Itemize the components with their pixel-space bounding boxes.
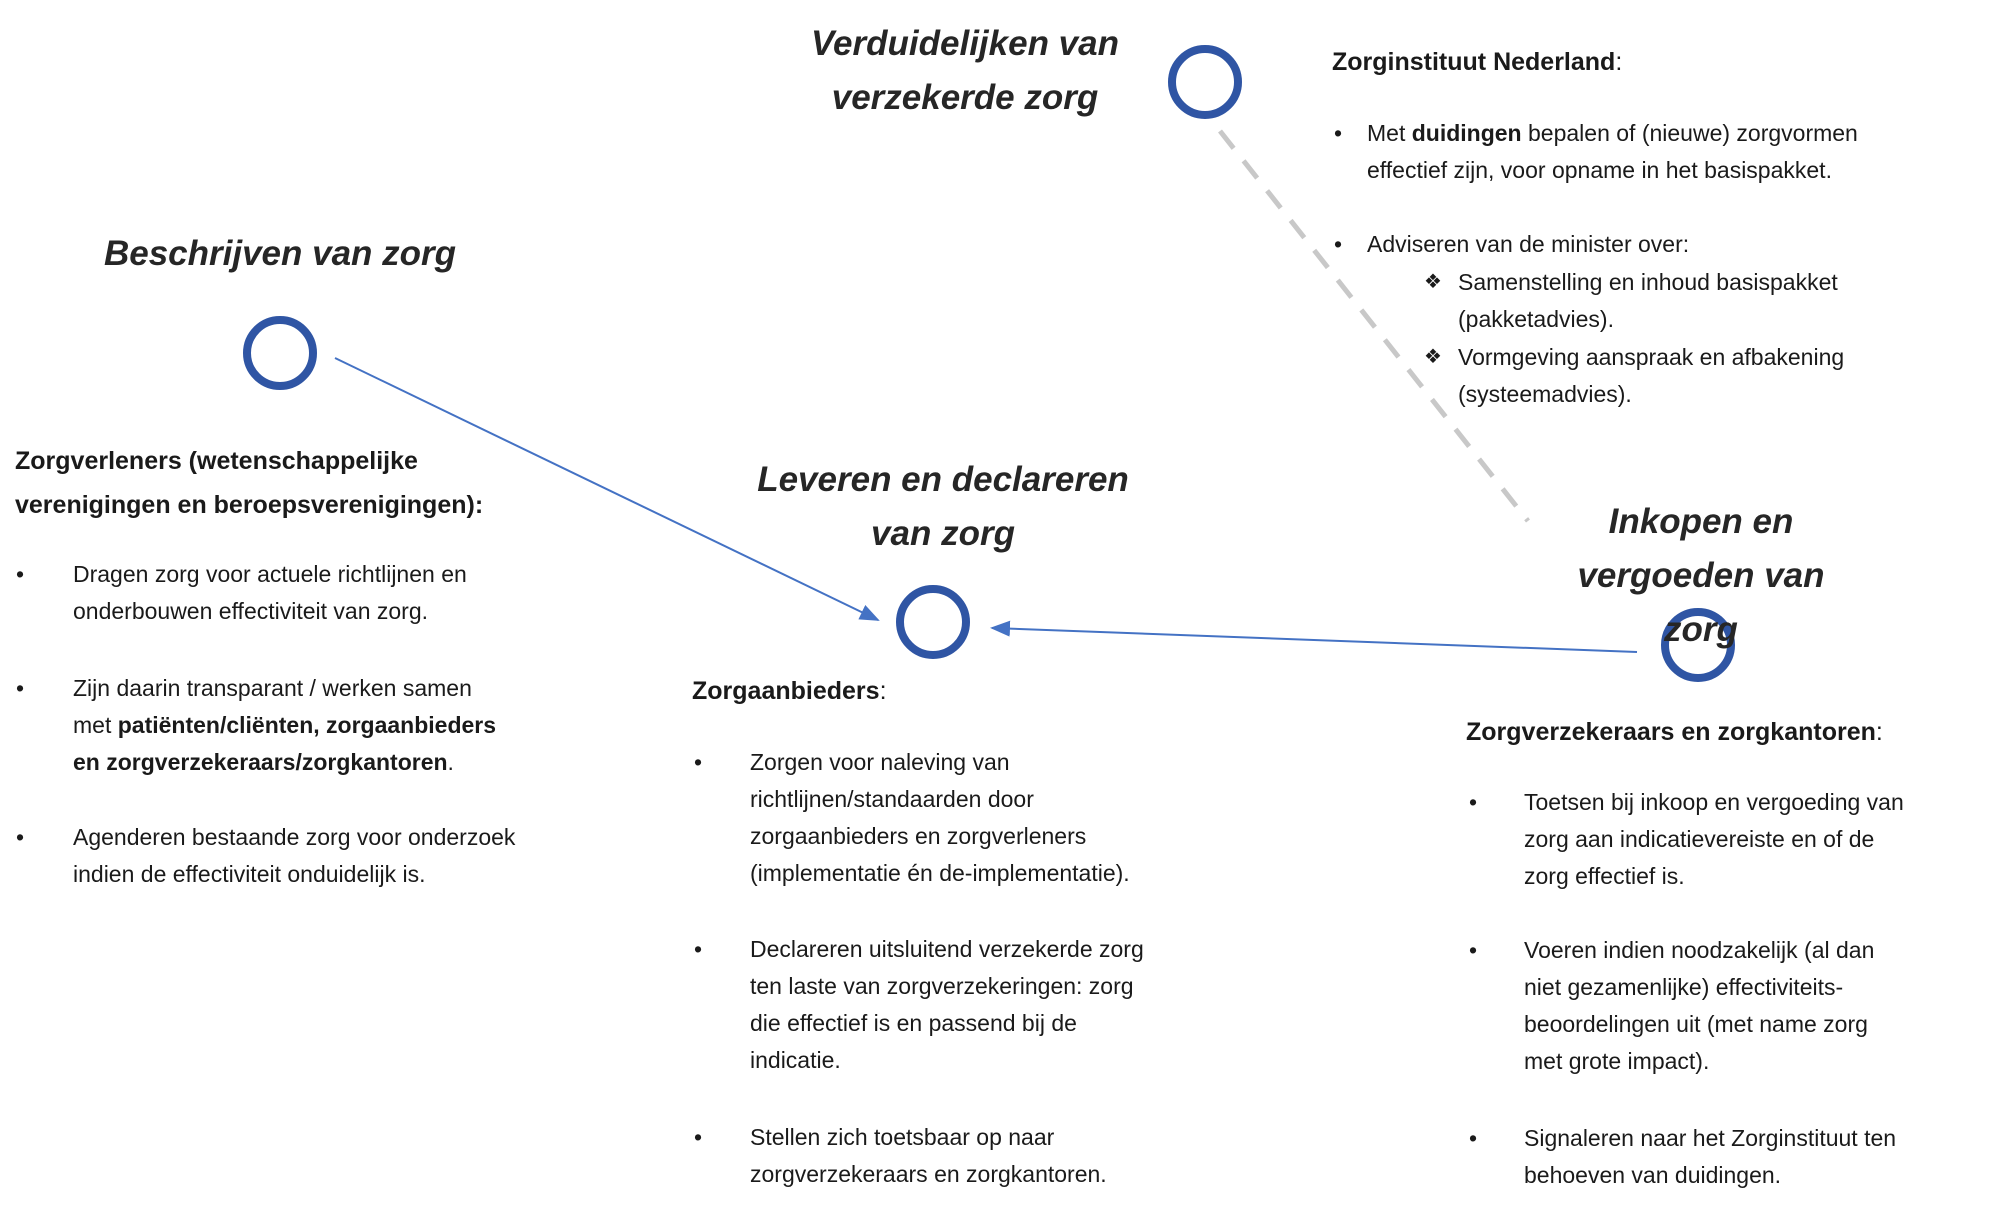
text: .: [447, 749, 454, 775]
bullet-icon: •: [16, 561, 25, 587]
bullet-icon: •: [16, 824, 25, 850]
bullet-icon: •: [1334, 231, 1343, 257]
zorginstituut-bullet-1: [1367, 115, 1858, 189]
bullet-icon: •: [1469, 789, 1478, 815]
heading-colon: :: [879, 677, 887, 705]
zorgverzekeraars-bullet-1: Toetsen bij inkoop en vergoeding van zorg aan indicatievereiste en of de zorg effectief is.: [1524, 789, 1904, 889]
bullet-icon: •: [1469, 1125, 1478, 1151]
zorginstituut-heading: [1332, 40, 1622, 84]
bullet-icon: •: [1469, 937, 1478, 963]
bold-text: duidingen: [1411, 120, 1522, 146]
bullet-icon: •: [16, 675, 25, 701]
heading-colon: :: [1615, 48, 1623, 76]
bullet-icon: •: [694, 1124, 703, 1150]
zorgverleners-bullet-3: Agenderen bestaande zorg voor onderzoek indien de effectiviteit onduidelijk is.: [73, 824, 516, 887]
node-circle-beschrijven: [247, 320, 313, 386]
bold-text: patiënten/cliënten, zorgaanbieders en zorgverzekeraars/zorgkantoren: [73, 712, 497, 775]
text: Zijn daarin transparant / werken samen met: [73, 675, 472, 738]
bullet-icon: •: [1334, 120, 1343, 146]
bullet-icon: •: [694, 936, 703, 962]
zorgverzekeraars-bullet-2: Voeren indien noodzakelijk (al dan niet gezamenlijke) effectiviteits- beoordelingen uit (met name zorg met grote impact).: [1524, 937, 1875, 1074]
node-title-leveren: Leveren en declareren van zorg: [757, 460, 1129, 553]
text: bepalen of (nieuwe) zorgvormen effectief zijn, voor opname in het basispakket.: [1367, 120, 1858, 183]
diamond-bullet-icon: ❖: [1424, 271, 1442, 293]
text: Met: [1367, 120, 1412, 146]
heading-text: Zorgverzekeraars en zorgkantoren: [1466, 718, 1876, 746]
node-circle-verduidelijken: [1172, 49, 1238, 115]
zorginstituut-subitem-1: Samenstelling en inhoud basispakket (pakketadvies).: [1458, 269, 1838, 332]
diamond-bullet-icon: ❖: [1424, 346, 1442, 368]
node-title-beschrijven: Beschrijven van zorg: [103, 234, 457, 273]
zorgaanbieders-bullet-3: Stellen zich toetsbaar op naar zorgverzekeraars en zorgkantoren.: [750, 1124, 1107, 1187]
zorgverzekeraars-heading: [1466, 710, 1883, 754]
zorgaanbieders-heading: [692, 669, 887, 713]
node-title-verduidelijken: Verduidelijken van verzekerde zorg: [811, 24, 1119, 117]
heading-text: Zorgaanbieders: [692, 677, 880, 705]
zorgverleners-heading: Zorgverleners (wetenschappelijke verenigingen en beroepsverenigingen):: [15, 447, 484, 519]
zorginstituut-bullet-2: Adviseren van de minister over:: [1367, 231, 1690, 257]
zorginstituut-subitem-2: Vormgeving aanspraak en afbakening (systeemadvies).: [1458, 344, 1845, 407]
zorgverleners-bullet-1: Dragen zorg voor actuele richtlijnen en onderbouwen effectiviteit van zorg.: [73, 561, 467, 624]
zorgverleners-bullet-2: [73, 670, 496, 781]
arrow-inkopen-to-leveren: [992, 628, 1637, 652]
heading-text: Zorginstituut Nederland: [1332, 48, 1616, 76]
node-circle-leveren: [900, 589, 966, 655]
zorgaanbieders-bullet-2: Declareren uitsluitend verzekerde zorg ten laste van zorgverzekeringen: zorg die effectief is en passend bij de indicatie.: [750, 936, 1144, 1073]
zorgverzekeraars-bullet-3: Signaleren naar het Zorginstituut ten behoeven van duidingen.: [1524, 1125, 1897, 1188]
node-title-inkopen: Inkopen en vergoeden van zorg: [1577, 502, 1825, 649]
zorgaanbieders-bullet-1: Zorgen voor naleving van richtlijnen/standaarden door zorgaanbieders en zorgverleners (implementatie én de-implementatie).: [750, 749, 1130, 886]
bullet-icon: •: [694, 749, 703, 775]
heading-colon: :: [1875, 718, 1883, 746]
